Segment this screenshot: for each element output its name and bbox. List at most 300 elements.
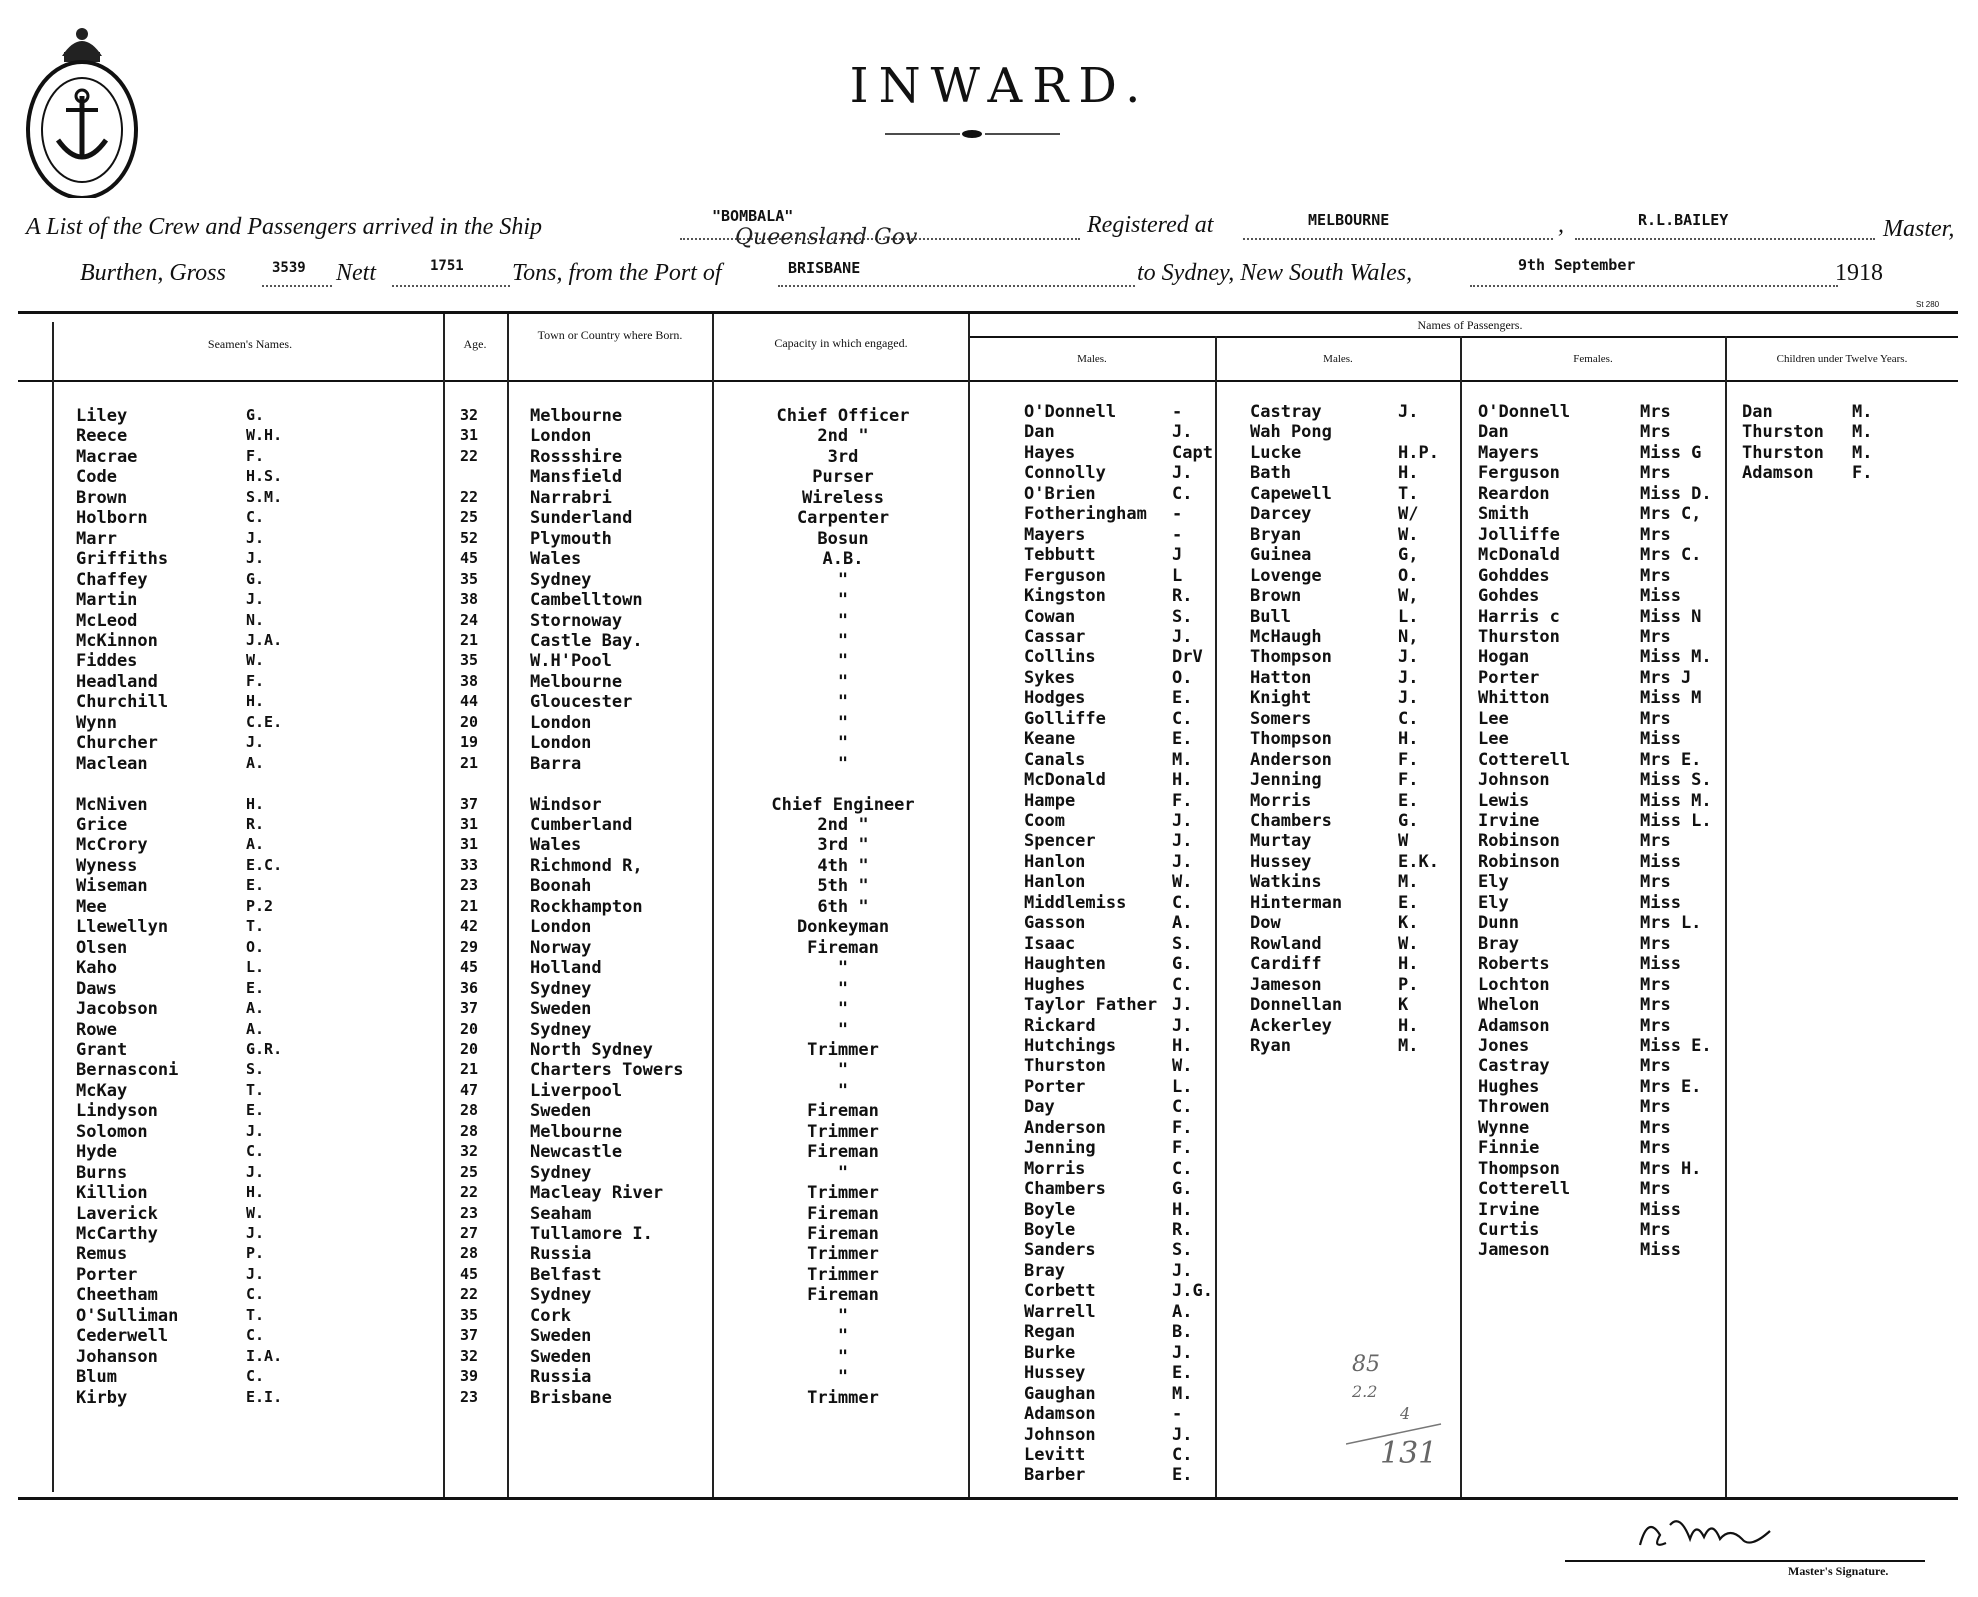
male-passenger-initials: J. (1172, 811, 1193, 831)
crew-age: 23 (460, 876, 479, 895)
male-passenger-name: Coom (1024, 811, 1065, 831)
female-passenger-name: Mayers (1478, 442, 1540, 463)
male-passenger-name: Bray (1024, 1260, 1065, 1281)
male-passenger-name: Darcey (1250, 504, 1312, 525)
crew-surname: Laverick (76, 1203, 158, 1224)
crew-birthplace: Castle Bay. (530, 630, 643, 651)
to-sydney-label: to Sydney, New South Wales, (1137, 260, 1413, 286)
female-passenger-name: Jameson (1478, 1240, 1550, 1261)
female-passenger-initials: Mrs (1640, 708, 1671, 729)
female-passenger-name: Irvine (1478, 1199, 1540, 1220)
male-passenger-name: Cowan (1024, 606, 1076, 627)
female-passenger-initials: Miss (1640, 892, 1681, 913)
master-label: Master, (1883, 216, 1955, 242)
male-passenger-initials: H. (1398, 729, 1419, 750)
crew-birthplace: Rockhampton (530, 896, 643, 917)
crew-birthplace: Richmond R, (530, 855, 643, 876)
crew-initials: A. (246, 753, 265, 772)
male-passenger-initials: J. (1172, 1015, 1193, 1036)
male-passenger-name: Hanlon (1024, 851, 1086, 872)
crew-capacity: Trimmer (807, 1387, 879, 1408)
crew-capacity: " (837, 692, 849, 713)
crew-age: 32 (460, 406, 479, 424)
crew-capacity: " (837, 569, 849, 590)
crew-age: 52 (460, 528, 479, 547)
male-passenger-name: Rowland (1250, 933, 1322, 954)
female-passenger-initials: Mrs (1640, 1097, 1671, 1118)
male-passenger-name: Taylor Father (1024, 995, 1158, 1016)
arrival-date: 9th September (1518, 256, 1636, 274)
col-divider-passengers (968, 314, 970, 1497)
crew-initials: F. (246, 446, 265, 465)
crew-initials: T. (246, 1305, 265, 1324)
female-passenger-name: Ely (1478, 872, 1509, 893)
crew-birthplace: Windsor (530, 794, 602, 815)
crew-capacity: " (837, 1367, 849, 1388)
female-passenger-name: Gohdes (1478, 586, 1540, 607)
col-head-seamen: Seamen's Names. (207, 337, 293, 351)
crew-birthplace: London (530, 733, 592, 754)
crew-capacity: 3rd " (817, 835, 869, 856)
crew-age: 23 (460, 1203, 479, 1222)
crew-age: 25 (460, 508, 479, 527)
child-passenger-initials: F. (1852, 463, 1873, 484)
crew-capacity: " (837, 1346, 849, 1367)
male-passenger-name: Cassar (1024, 626, 1086, 647)
crew-initials: W. (246, 651, 265, 670)
male-passenger-initials: C. (1172, 1444, 1193, 1465)
from-port-line (778, 285, 1135, 287)
crew-surname: Solomon (76, 1121, 148, 1142)
crew-birthplace: Wales (530, 835, 582, 856)
male-passenger-initials: - (1172, 524, 1183, 545)
male-passenger-name: Burke (1024, 1342, 1076, 1363)
male-passenger-initials: W. (1172, 872, 1193, 893)
crew-birthplace: Russia (530, 1367, 592, 1388)
female-passenger-name: Wynne (1478, 1117, 1530, 1138)
header-comma: , (1558, 212, 1564, 238)
crew-birthplace: Holland (530, 958, 602, 979)
female-passenger-name: Thurston (1478, 626, 1560, 647)
crew-birthplace: Tullamore I. (530, 1224, 653, 1244)
crew-age: 45 (460, 1264, 479, 1283)
male-passenger-name: Middlemiss (1024, 892, 1127, 913)
male-passenger-initials: W. (1172, 1056, 1193, 1077)
female-passenger-name: Ferguson (1478, 463, 1560, 484)
pencil-note-2: 2.2 (1352, 1382, 1378, 1401)
male-passenger-name: Hanlon (1024, 872, 1086, 893)
male-passenger-name: Hussey (1024, 1363, 1086, 1384)
female-passenger-initials: Mrs C, (1640, 504, 1702, 525)
female-passenger-initials: Miss E. (1640, 1035, 1712, 1056)
female-passenger-name: Reardon (1478, 483, 1550, 504)
crew-capacity: Trimmer (807, 1183, 879, 1204)
crew-initials: H.S. (246, 467, 283, 486)
crew-initials: H. (246, 1183, 265, 1202)
male-passenger-name: Hutchings (1024, 1035, 1117, 1056)
registered-label: Registered at (1087, 212, 1214, 238)
crew-birthplace: Barra (530, 753, 582, 774)
male-passenger-initials: L. (1398, 606, 1419, 627)
crew-surname: Fiddes (76, 651, 138, 672)
male-passenger-initials: C. (1172, 892, 1193, 913)
male-passenger-name: Thompson (1250, 729, 1332, 750)
female-passenger-initials: Mrs (1640, 1138, 1671, 1159)
gross-line (262, 285, 332, 287)
crew-initials: E. (246, 876, 265, 895)
crew-initials: C. (246, 1326, 265, 1345)
crew-age: 39 (460, 1367, 479, 1386)
male-passenger-name: Chambers (1024, 1179, 1106, 1200)
crew-age: 37 (460, 794, 479, 813)
crew-capacity: " (837, 1019, 849, 1040)
male-passenger-initials: E. (1172, 1363, 1193, 1384)
male-passenger-name: Bryan (1250, 524, 1302, 545)
male-passenger-name: Regan (1024, 1322, 1076, 1343)
crew-birthplace: Melbourne (530, 1121, 623, 1142)
crew-capacity: Trimmer (807, 1121, 879, 1142)
pencil-tally-line (1346, 1420, 1446, 1450)
male-passenger-initials: N, (1398, 626, 1419, 647)
child-passenger-name: Dan (1742, 402, 1773, 422)
female-passenger-initials: Miss (1640, 851, 1681, 872)
male-passenger-name: Gaughan (1024, 1383, 1096, 1404)
crew-birthplace: W.H'Pool (530, 651, 612, 672)
female-passenger-name: Irvine (1478, 811, 1540, 831)
male-passenger-name: Canals (1024, 749, 1086, 770)
male-passenger-initials: C. (1172, 1158, 1193, 1179)
male-passenger-initials: F. (1172, 1117, 1193, 1138)
male-passenger-name: McDonald (1024, 770, 1106, 791)
table-top-rule (18, 311, 1958, 314)
crew-capacity: " (837, 1162, 849, 1183)
male-passenger-initials: J. (1172, 1424, 1193, 1445)
female-passenger-name: Gohddes (1478, 565, 1550, 586)
male-passenger-initials: H.P. (1398, 442, 1439, 463)
female-passenger-initials: Mrs E. (1640, 1076, 1702, 1097)
male-passenger-initials: J. (1172, 851, 1193, 872)
crew-initials: O. (246, 937, 265, 956)
crew-capacity: Fireman (807, 937, 879, 958)
nett-label: Nett (336, 260, 376, 286)
crew-surname: Killion (76, 1183, 148, 1204)
date-line (1470, 285, 1838, 287)
female-passenger-name: Throwen (1478, 1097, 1550, 1118)
female-passenger-initials: Miss S. (1640, 770, 1712, 791)
crew-surname: Churchill (76, 692, 169, 713)
table-bottom-rule (18, 1497, 1958, 1500)
female-passenger-name: Adamson (1478, 1015, 1550, 1036)
crew-age: 45 (460, 958, 479, 977)
male-passenger-initials: G. (1398, 811, 1419, 831)
crew-initials: A. (246, 835, 265, 854)
male-passenger-initials: J. (1172, 422, 1193, 443)
female-passenger-initials: Miss (1640, 1240, 1681, 1261)
female-passenger-initials: Miss (1640, 729, 1681, 750)
crew-surname: Rowe (76, 1019, 117, 1040)
col-head-capacity: Capacity in which engaged. (774, 336, 908, 350)
male-passenger-name: Adamson (1024, 1404, 1096, 1425)
crew-surname: Wynn (76, 712, 117, 733)
female-passenger-name: Cotterell (1478, 1179, 1571, 1200)
crew-age: 21 (460, 753, 479, 772)
crew-capacity: " (837, 733, 849, 754)
female-passenger-initials: Mrs L. (1640, 913, 1702, 934)
male-passenger-name: Capewell (1250, 483, 1332, 504)
crew-capacity: Carpenter (796, 508, 890, 529)
crew-birthplace: Russia (530, 1244, 592, 1265)
crew-surname: Grice (76, 815, 128, 835)
female-passenger-name: Robinson (1478, 831, 1560, 852)
female-passenger-initials: Miss M. (1640, 790, 1712, 811)
male-passenger-initials: J. (1398, 647, 1419, 668)
table-left-border (52, 322, 54, 1492)
male-passenger-initials: T. (1398, 483, 1419, 504)
crew-age: 37 (460, 1326, 479, 1345)
male-passenger-initials: R. (1172, 586, 1193, 607)
crew-initials: T. (246, 917, 265, 936)
male-passenger-initials: P. (1398, 974, 1419, 995)
male-passenger-name: Lovenge (1250, 565, 1322, 586)
female-passenger-initials: Mrs (1640, 974, 1671, 995)
crew-surname: McLeod (76, 610, 138, 631)
male-passenger-name: Mayers (1024, 524, 1086, 545)
male-passenger-initials: S. (1172, 1240, 1193, 1261)
col-divider-capacity (712, 314, 714, 1497)
col-divider-age (443, 314, 445, 1497)
crew-age: 20 (460, 712, 479, 731)
male-passenger-name: Murtay (1250, 831, 1312, 852)
male-passenger-initials: M. (1172, 1383, 1193, 1404)
male-passenger-initials: R. (1172, 1220, 1193, 1240)
col-divider-males2 (1215, 336, 1217, 1497)
burthen-label: Burthen, Gross (80, 260, 226, 286)
male-passenger-initials: H. (1172, 770, 1193, 791)
col-head-passengers: Names of Passengers. (1417, 318, 1523, 332)
male-passenger-name: Ackerley (1250, 1015, 1332, 1036)
male-passenger-initials: H. (1172, 1199, 1193, 1220)
crew-birthplace: Cumberland (530, 815, 633, 835)
crew-initials: S.M. (246, 487, 283, 506)
crew-birthplace: Sydney (530, 1285, 592, 1306)
male-passenger-initials: E. (1172, 688, 1193, 709)
male-passenger-initials: J. (1172, 1342, 1193, 1363)
male-passenger-name: Spencer (1024, 831, 1096, 852)
crew-capacity: Trimmer (807, 1039, 879, 1060)
crew-birthplace: Stornoway (530, 610, 623, 631)
crew-age: 33 (460, 855, 479, 874)
crew-birthplace: Charters Towers (530, 1060, 684, 1081)
crew-initials: I.A. (246, 1346, 283, 1365)
pencil-note-4: 131 (1380, 1436, 1438, 1471)
male-passenger-name: Collins (1024, 647, 1096, 668)
child-passenger-name: Thurston (1742, 442, 1824, 463)
male-passenger-initials: W (1398, 831, 1409, 852)
female-passenger-name: Dan (1478, 422, 1509, 443)
crew-initials: F. (246, 671, 265, 690)
female-passenger-initials: Miss M (1640, 688, 1702, 709)
crew-age: 21 (460, 896, 479, 915)
master-signature-drawing (1630, 1505, 1780, 1565)
crew-surname: Holborn (76, 508, 148, 529)
male-passenger-initials: J. (1172, 995, 1193, 1016)
crew-age: 36 (460, 978, 479, 997)
ship-name: "BOMBALA" (712, 207, 794, 225)
crew-capacity: Donkeyman (796, 917, 890, 938)
crew-surname: Bernasconi (76, 1060, 179, 1081)
female-passenger-name: McDonald (1478, 545, 1560, 566)
male-passenger-name: Boyle (1024, 1220, 1076, 1240)
male-passenger-name: Rickard (1024, 1015, 1096, 1036)
male-passenger-initials: A. (1172, 913, 1193, 934)
male-passenger-initials: J. (1398, 667, 1419, 688)
crew-age: 44 (460, 692, 479, 711)
male-passenger-initials: A. (1172, 1301, 1193, 1322)
male-passenger-initials: - (1172, 402, 1183, 422)
female-passenger-initials: Miss N (1640, 606, 1702, 627)
female-passenger-initials: Mrs (1640, 1117, 1671, 1138)
female-passenger-initials: Mrs J (1640, 667, 1692, 688)
male-passenger-name: Hinterman (1250, 892, 1343, 913)
crew-age: 29 (460, 937, 479, 956)
crew-capacity: A.B. (822, 549, 864, 570)
male-passenger-initials: W. (1398, 933, 1419, 954)
female-passenger-name: Thompson (1478, 1158, 1560, 1179)
crew-birthplace: Sydney (530, 978, 592, 999)
female-passenger-name: Whelon (1478, 995, 1540, 1016)
female-passenger-name: Bray (1478, 933, 1519, 954)
crew-initials: P.2 (246, 896, 274, 915)
male-passenger-name: Wah Pong (1250, 422, 1332, 443)
crew-birthplace: Sweden (530, 1101, 592, 1122)
crew-capacity: 2nd " (817, 426, 869, 447)
female-passenger-initials: Mrs (1640, 831, 1671, 852)
male-passenger-name: Ferguson (1024, 565, 1106, 586)
male-passenger-initials: F. (1398, 770, 1419, 791)
crew-surname: McCarthy (76, 1224, 158, 1244)
male-passenger-initials: - (1172, 1404, 1183, 1425)
crew-age: 20 (460, 1039, 479, 1058)
male-passenger-name: Sykes (1024, 667, 1076, 688)
male-passenger-initials: S. (1172, 933, 1193, 954)
document-title: INWARD. (849, 58, 1151, 114)
crew-birthplace: North Sydney (530, 1039, 653, 1060)
male-passenger-initials: J. (1172, 463, 1193, 484)
crew-birthplace: Sunderland (530, 508, 633, 529)
male-passenger-initials: O. (1398, 565, 1419, 586)
female-passenger-name: Finnie (1478, 1138, 1540, 1159)
male-passenger-name: Golliffe (1024, 708, 1106, 729)
crew-age: 22 (460, 487, 479, 506)
female-passenger-name: Lochton (1478, 974, 1550, 995)
crew-birthplace: Newcastle (530, 1142, 623, 1163)
crew-initials: L. (246, 958, 265, 977)
male-passenger-initials: J. (1398, 402, 1419, 422)
female-passenger-name: Roberts (1478, 954, 1550, 975)
crew-capacity: 4th " (817, 855, 869, 876)
crew-birthplace: Melbourne (530, 671, 623, 692)
crew-initials: G.R. (246, 1039, 283, 1058)
male-passenger-initials: Capt (1172, 442, 1213, 463)
crew-birthplace: Boonah (530, 876, 592, 897)
crew-birthplace: Sydney (530, 569, 592, 590)
male-passenger-initials: F. (1398, 749, 1419, 770)
crew-age: 21 (460, 1060, 479, 1079)
crew-age: 38 (460, 671, 479, 690)
crew-birthplace: Liverpool (530, 1080, 623, 1101)
male-passenger-name: Anderson (1250, 749, 1332, 770)
crew-age: 45 (460, 549, 479, 568)
crew-capacity: Fireman (807, 1285, 879, 1306)
pencil-note-3: 4 (1400, 1404, 1411, 1423)
male-passenger-initials: J.G. (1172, 1281, 1213, 1302)
male-passenger-name: Hayes (1024, 442, 1076, 463)
male-passenger-name: Brown (1250, 586, 1302, 607)
male-passenger-name: O'Donnell (1024, 402, 1117, 422)
crew-initials: J.A. (246, 630, 283, 649)
male-passenger-initials: F. (1172, 790, 1193, 811)
male-passenger-name: Hampe (1024, 790, 1076, 811)
crew-capacity: " (837, 651, 849, 672)
col-head-males-1: Males. (1077, 353, 1107, 365)
crew-capacity: Bosun (817, 528, 869, 549)
female-passenger-name: Harris c (1478, 606, 1560, 627)
male-passenger-initials: C. (1172, 1097, 1193, 1118)
table-header-rule (18, 380, 1958, 382)
male-passenger-initials: C. (1172, 974, 1193, 995)
crew-capacity: Purser (812, 467, 874, 488)
gross-tonnage: 3539 (272, 260, 306, 276)
male-passenger-name: Bath (1250, 463, 1291, 484)
crew-birthplace: Sydney (530, 1162, 592, 1183)
male-passenger-name: Morris (1250, 790, 1312, 811)
male-passenger-name: Day (1024, 1097, 1055, 1118)
crew-initials: A. (246, 1019, 265, 1038)
crew-surname: Griffiths (76, 549, 169, 570)
male-passenger-name: Guinea (1250, 545, 1312, 566)
crew-initials: E.C. (246, 855, 283, 874)
male-passenger-name: Bull (1250, 606, 1291, 627)
male-passenger-initials: O. (1172, 667, 1193, 688)
crew-surname: Chaffey (76, 569, 148, 590)
crew-initials: G. (246, 569, 265, 588)
male-passenger-name: Ryan (1250, 1035, 1291, 1056)
male-passenger-initials: G. (1172, 954, 1193, 975)
crew-initials: E. (246, 978, 265, 997)
crew-age: 47 (460, 1080, 479, 1099)
crew-capacity: " (837, 590, 849, 611)
male-passenger-name: Keane (1024, 729, 1076, 750)
female-passenger-name: Robinson (1478, 851, 1560, 872)
female-passenger-initials: Miss (1640, 586, 1681, 607)
col-divider-children (1725, 336, 1727, 1497)
male-passenger-name: Dan (1024, 422, 1055, 443)
male-passenger-initials: W, (1398, 586, 1419, 607)
crew-surname: McNiven (76, 794, 148, 815)
crew-surname: Porter (76, 1264, 138, 1285)
crew-capacity: " (837, 1080, 849, 1101)
female-passenger-initials: Mrs (1640, 565, 1671, 586)
crew-surname: Headland (76, 671, 158, 692)
crew-capacity: " (837, 671, 849, 692)
female-passenger-initials: Mrs (1640, 402, 1671, 422)
female-passenger-name: Curtis (1478, 1220, 1540, 1240)
crew-surname: Martin (76, 590, 138, 611)
male-passenger-initials: DrV (1172, 647, 1203, 668)
crew-surname: Marr (76, 528, 117, 549)
crew-capacity: 3rd (827, 446, 859, 467)
male-passenger-initials: L. (1172, 1076, 1193, 1097)
